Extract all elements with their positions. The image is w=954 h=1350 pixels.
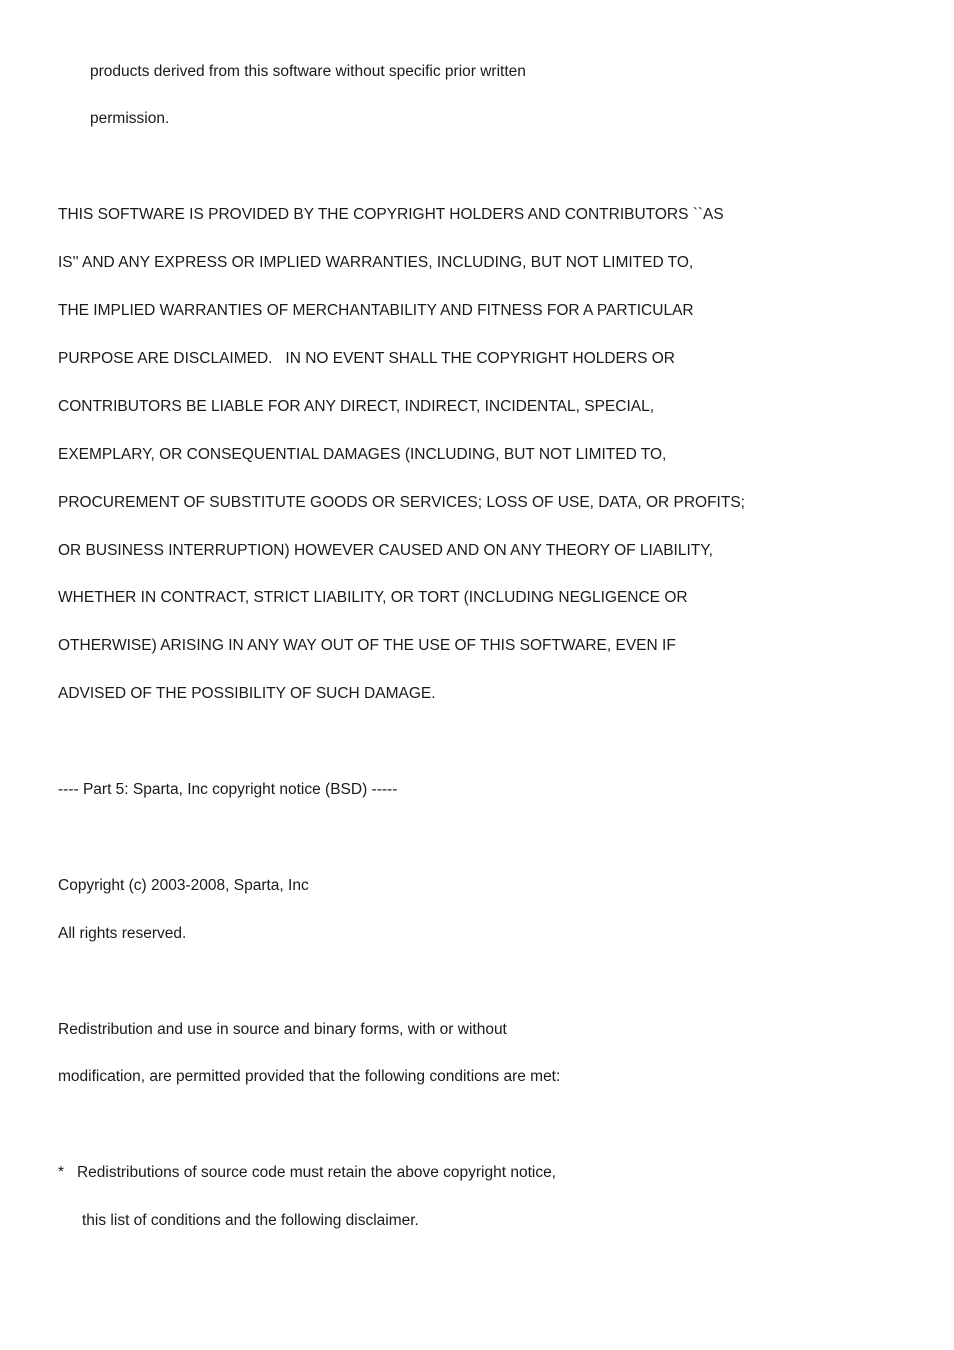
intro-line-1: products derived from this software without specific prior written	[90, 63, 526, 80]
disclaimer-line-4: PURPOSE ARE DISCLAIMED. IN NO EVENT SHALL THE COPYRIGHT HOLDERS OR	[58, 350, 675, 367]
disclaimer-line-11: ADVISED OF THE POSSIBILITY OF SUCH DAMAGE.	[58, 685, 436, 702]
redistribution-line-1: Redistribution and use in source and binary forms, with or without	[58, 1021, 507, 1038]
rights-reserved-line: All rights reserved.	[58, 925, 187, 942]
redistribution-line-2: modification, are permitted provided that the following conditions are met:	[58, 1068, 561, 1085]
copyright-line: Copyright (c) 2003-2008, Sparta, Inc	[58, 877, 309, 894]
disclaimer-line-7: PROCUREMENT OF SUBSTITUTE GOODS OR SERVICES; LOSS OF USE, DATA, OR PROFITS;	[58, 494, 745, 511]
condition-1-line-2: this list of conditions and the following disclaimer.	[82, 1212, 419, 1229]
intro-line-2: permission.	[90, 110, 170, 127]
part-5-heading: ---- Part 5: Sparta, Inc copyright notice (BSD) -----	[58, 781, 398, 798]
disclaimer-line-1: THIS SOFTWARE IS PROVIDED BY THE COPYRIGHT HOLDERS AND CONTRIBUTORS ``AS	[58, 206, 724, 223]
disclaimer-line-2: IS'' AND ANY EXPRESS OR IMPLIED WARRANTIES, INCLUDING, BUT NOT LIMITED TO,	[58, 254, 694, 271]
disclaimer-line-10: OTHERWISE) ARISING IN ANY WAY OUT OF THE USE OF THIS SOFTWARE, EVEN IF	[58, 637, 676, 654]
disclaimer-line-9: WHETHER IN CONTRACT, STRICT LIABILITY, OR TORT (INCLUDING NEGLIGENCE OR	[58, 589, 688, 606]
disclaimer-line-3: THE IMPLIED WARRANTIES OF MERCHANTABILITY AND FITNESS FOR A PARTICULAR	[58, 302, 694, 319]
disclaimer-line-5: CONTRIBUTORS BE LIABLE FOR ANY DIRECT, INDIRECT, INCIDENTAL, SPECIAL,	[58, 398, 655, 415]
condition-1-line-1: * Redistributions of source code must retain the above copyright notice,	[58, 1164, 556, 1181]
disclaimer-line-6: EXEMPLARY, OR CONSEQUENTIAL DAMAGES (INCLUDING, BUT NOT LIMITED TO,	[58, 446, 667, 463]
disclaimer-line-8: OR BUSINESS INTERRUPTION) HOWEVER CAUSED AND ON ANY THEORY OF LIABILITY,	[58, 542, 713, 559]
